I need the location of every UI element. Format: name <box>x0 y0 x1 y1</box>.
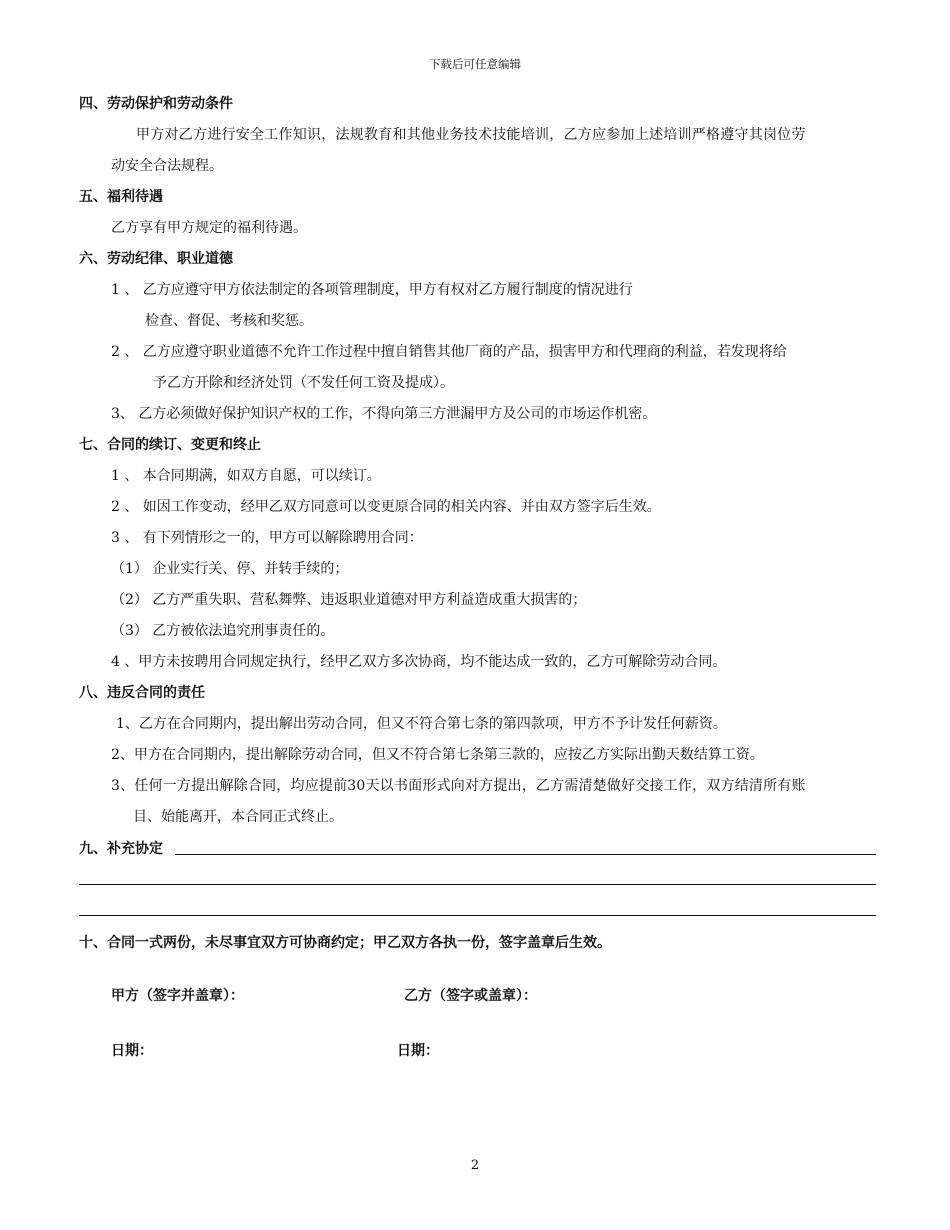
section-7-item-2: 2 、 如因工作变动，经甲乙双方同意可以变更原合同的相关内容、并由双方签字后生效。 <box>111 499 661 515</box>
section-6-item-1-line1: 1 、 乙方应遵守甲方依法制定的各项管理制度，甲方有权对乙方履行制度的情况进行 <box>111 282 633 298</box>
section-6-item-2-line2: 予乙方开除和经济处罚（不发任何工资及提成）。 <box>153 375 454 391</box>
section-7-item-3: 3 、 有下列情形之一的，甲方可以解除聘用合同： <box>111 530 423 546</box>
section-7-subitem-2: （2） 乙方严重失职、营私舞弊、违返职业道德对甲方利益造成重大损害的； <box>111 592 587 608</box>
section-8-title: 八、违反合同的责任 <box>79 685 205 701</box>
party-b-date-label: 日期： <box>397 1043 439 1059</box>
section-4-paragraph-line1: 甲方对乙方进行安全工作知识，法规教育和其他业务技术技能培训，乙方应参加上述培训严格遵守其岗位劳 <box>136 127 806 143</box>
section-5-title: 五、福利待遇 <box>79 189 163 205</box>
section-6-item-2-line1: 2 、 乙方应遵守职业道德不允许工作过程中擅自销售其他厂商的产品，损害甲方和代理商的利益，若发现将给 <box>111 344 787 360</box>
page-number: 2 <box>470 1158 480 1173</box>
section-8-item-3-line1: 3、任何一方提出解除合同，均应提前30天以书面形式向对方提出，乙方需清楚做好交接工作，双方结清所有账 <box>111 778 806 794</box>
section-6-item-1-line2: 检查、督促、考核和奖惩。 <box>145 313 313 329</box>
page-header: 下载后可任意编辑 <box>429 57 521 71</box>
section-8-item-3-line2: 目、始能离开，本合同正式终止。 <box>133 809 343 825</box>
supplement-line-1 <box>175 854 876 855</box>
section-6-item-3: 3、 乙方必须做好保护知识产权的工作，不得向第三方泄漏甲方及公司的市场运作机密。 <box>111 406 657 422</box>
section-7-title: 七、合同的续订、变更和终止 <box>79 437 261 453</box>
section-4-title: 四、劳动保护和劳动条件 <box>79 96 233 112</box>
section-7-subitem-3: （3） 乙方被依法追究刑事责任的。 <box>111 623 335 639</box>
section-7-item-1: 1 、 本合同期满，如双方自愿，可以续订。 <box>111 468 381 484</box>
section-7-subitem-1: （1） 企业实行关、停、并转手续的； <box>111 561 349 577</box>
section-9-title: 九、补充协定 <box>79 841 163 857</box>
supplement-line-3 <box>79 915 876 916</box>
party-b-signature-label: 乙方（签字或盖章）： <box>404 988 537 1004</box>
party-a-date-label: 日期： <box>111 1043 153 1059</box>
section-6-title: 六、劳动纪律、职业道德 <box>79 251 233 267</box>
supplement-line-2 <box>79 884 876 885</box>
party-a-signature-label: 甲方（签字并盖章）： <box>111 988 244 1004</box>
section-4-paragraph-line2: 动安全合法规程。 <box>111 158 223 174</box>
section-8-item-2: 2、甲方在合同期内，提出解除劳动合同，但又不符合第七条第三款的，应按乙方实际出勤天数结算工资。 <box>111 747 764 763</box>
section-5-paragraph: 乙方享有甲方规定的福利待遇。 <box>111 220 307 236</box>
section-10-title: 十、合同一式两份，未尽事宜双方可协商约定；甲乙双方各执一份，签字盖章后生效。 <box>79 935 611 951</box>
section-8-item-1: 1、乙方在合同期内，提出解出劳动合同，但又不符合第七条的第四款项，甲方不予计发任何薪资。 <box>116 716 727 732</box>
section-7-item-4: 4 、甲方未按聘用合同规定执行，经甲乙双方多次协商，均不能达成一致的，乙方可解除劳动合同。 <box>111 654 727 670</box>
